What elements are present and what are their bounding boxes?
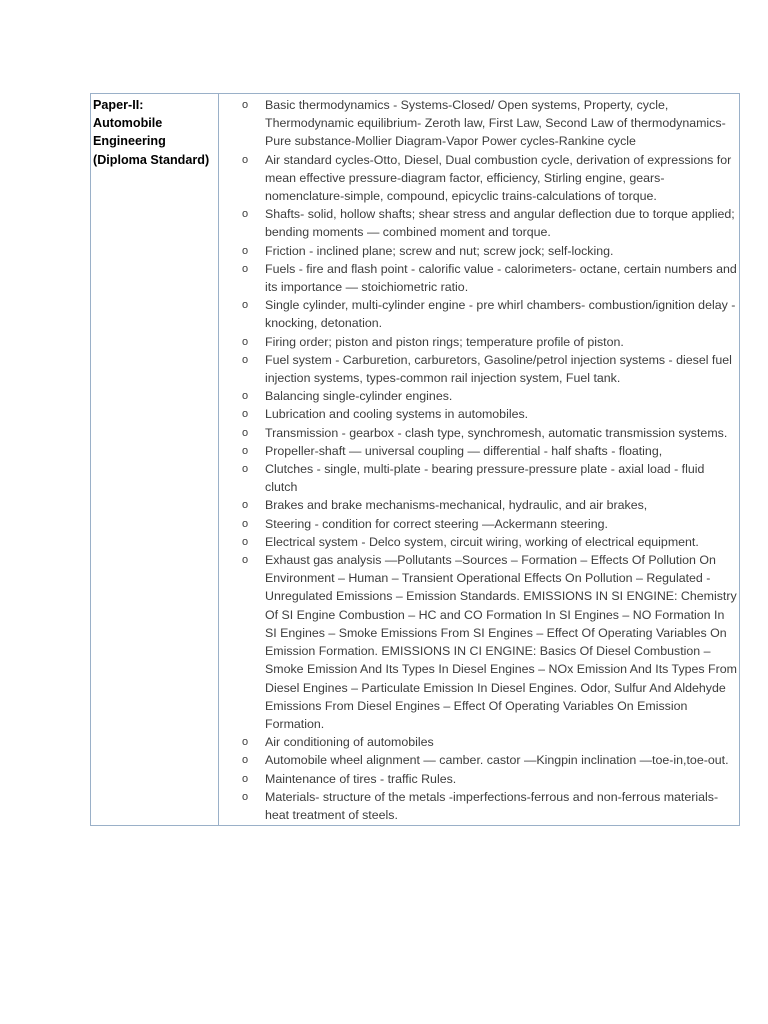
paper-title [91,94,218,169]
bullet-icon: o [242,99,249,111]
topics-cell [219,94,740,826]
bullet-icon: o [242,535,249,548]
list-item [242,424,738,442]
list-item [242,351,738,387]
list-item-text: Shafts- solid, hollow shafts; shear stress and angular deflection due to torque applied; bending moments — combined moment and torque. [265,207,735,240]
paper-title-line: Automobile [93,116,163,131]
list-item-text: Brakes and brake mechanisms-mechanical, hydraulic, and air brakes, [265,498,648,513]
list-item [242,788,738,824]
list-item-text: Electrical system - Delco system, circuit wiring, working of electrical equipment. [265,534,699,549]
list-item [242,333,738,351]
list-item-text: Fuels - fire and flash point - calorific value - calorimeters- octane, certain numbers and its importance — stoichiometric ratio. [265,261,737,295]
bullet-icon: o [242,790,249,803]
list-item-text: Lubrication and cooling systems in automobiles. [265,407,529,422]
bullet-icon: o [242,299,249,312]
list-item [242,496,738,514]
bullet-icon: o [242,353,249,366]
list-item [242,387,738,405]
bullet-icon: o [242,517,249,530]
bullet-icon: o [242,408,249,421]
list-item-text: Friction - inclined plane; screw and nut; screw jock; self-locking. [265,243,614,258]
bullet-icon: o [242,772,249,785]
list-item-text: Single cylinder, multi-cylinder engine - pre whirl chambers- combustion/ignition delay - knocking, detonation. [265,298,736,331]
list-item-text: Materials- structure of the metals -imperfections-ferrous and non-ferrous materials-heat treatment of steels. [265,789,719,822]
list-item-text: Balancing single-cylinder engines. [265,389,453,404]
list-item-text: Propeller-shaft — universal coupling — differential - half shafts - floating, [265,443,663,458]
bullet-icon: o [242,208,249,221]
list-item [242,151,738,206]
list-item [242,751,738,769]
bullet-icon: o [242,262,249,275]
list-item-text: Transmission - gearbox - clash type, synchromesh, automatic transmission systems. [265,425,728,440]
bullet-icon: o [242,426,249,439]
list-item [242,533,738,551]
bullet-icon: o [242,736,249,749]
list-item-text: Fuel system - Carburetion, carburetors, Gasoline/petrol injection systems - diesel fuel injection systems, types-common rail injection system, Fuel tank. [265,352,732,386]
bullet-icon: o [242,244,249,257]
bullet-icon: o [242,499,249,512]
list-item-text: Basic thermodynamics - Systems-Closed/ Open systems, Property, cycle, Thermodynamic equilibrium- Zeroth law, First Law, Second Law of thermodynamics- Pure substance-Mollier Diagram-Vapor Power cycles-Rankine cycle [265,98,726,149]
bullet-icon: o [242,444,249,457]
paper-label-cell [91,94,219,826]
list-item-text: Clutches - single, multi-plate - bearing pressure-pressure plate - axial load - fluid clutch [265,462,705,495]
syllabus-table [90,93,740,826]
list-item-text: Air conditioning of automobiles [265,735,434,750]
list-item-text: Firing order; piston and piston rings; temperature profile of piston. [265,334,624,349]
list-item-text: Air standard cycles-Otto, Diesel, Dual combustion cycle, derivation of expressions for mean effective pressure-diagram factor, efficiency, Stirling engine, gears-nomenclature-simple, compound, epicyclic trains-calculations of torque. [265,152,732,204]
paper-title-line: Engineering [93,134,166,149]
bullet-icon: o [242,463,249,476]
list-item [242,405,738,423]
list-item-text: Steering - condition for correct steering —Ackermann steering. [265,516,608,531]
bullet-icon: o [242,335,249,348]
list-item [242,733,738,751]
bullet-icon: o [242,390,249,403]
list-item [242,442,738,460]
list-item [242,242,738,260]
list-item-text: Automobile wheel alignment — camber. castor —Kingpin inclination —toe-in,toe-out. [265,753,729,768]
list-item [242,551,738,733]
list-item [242,515,738,533]
paper-title-line: (Diploma Standard) [93,152,210,167]
table-row [91,94,740,826]
list-item [242,460,738,496]
bullet-icon: o [242,554,249,567]
list-item [242,96,738,151]
list-item [242,296,738,332]
list-item-text: Exhaust gas analysis —Pollutants –Sources – Formation – Effects Of Pollution On Environment – Human – Transient Operational Effects On Pollution – Regulated - Unregulated Emissions – Emission Standards. EMISSIONS IN SI ENGINE: Chemistry Of SI Engine Combustion – HC and CO Formation In SI Engines – NO Formation In SI Engines – Smoke Emissions From SI Engines – Effect Of Operating Variables On Emission Formation. EMISSIONS IN CI ENGINE: Basics Of Diesel Combustion – Smoke Emission And Its Types In Diesel Engines – NOx Emission And Its Types From Diesel Engines – Particulate Emission In Diesel Engines. Odor, Sulfur And Aldehyde Emissions From Diesel Engines – Effect Of Operating Variables On Emission Formation. [265,553,737,731]
list-item [242,260,738,296]
bullet-icon: o [242,153,249,166]
topic-list [219,94,739,825]
list-item [242,770,738,788]
paper-title-line: Paper-II: [93,98,144,112]
bullet-icon: o [242,754,249,767]
list-item [242,205,738,241]
list-item-text: Maintenance of tires - traffic Rules. [265,771,457,786]
